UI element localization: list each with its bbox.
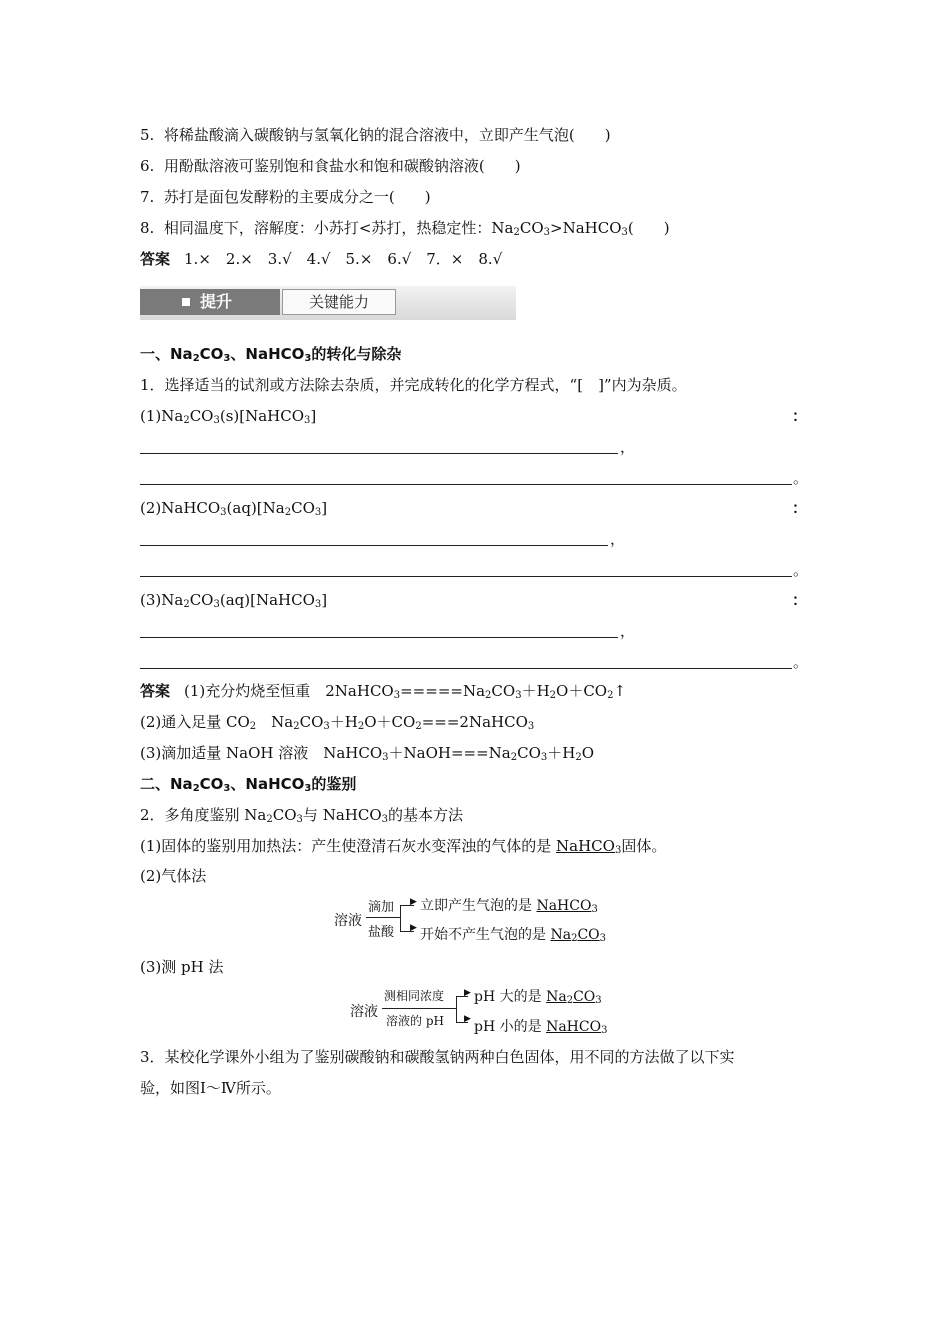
answer-2-line-2: (2)通入足量 $CO_2$ $Na_2CO_3+H_2O+CO_2===2NaHCO_3$ xyxy=(140,713,535,732)
answer-blank[interactable] xyxy=(140,668,792,669)
sub-question-1: $(1)Na_2CO_3(s)[NaHCO_3]$ xyxy=(140,407,317,426)
diagram-condition-top: 测相同浓度 xyxy=(384,989,445,1003)
arrow-right-icon: ▶ xyxy=(464,988,471,998)
item-6: 6. 用酚酞溶液可鉴别饱和食盐水和饱和碳酸钠溶液( ) xyxy=(140,157,521,175)
question-3-line-1: 3．某校化学课外小组为了鉴别碳酸钠和碳酸氢钠两种白色固体，用不同的方法做了以下实 xyxy=(140,1048,735,1066)
diagram-condition-bottom: 溶液的 pH xyxy=(386,1014,444,1028)
comma: ， xyxy=(620,622,636,640)
method-2: (2)气体法 xyxy=(140,867,207,885)
condition-bar xyxy=(366,917,400,918)
answer-blank[interactable] xyxy=(140,545,608,546)
gas-method-diagram xyxy=(334,893,624,949)
colon: ： xyxy=(792,499,808,517)
branch-line xyxy=(456,996,457,1022)
period: 。 xyxy=(793,653,809,671)
item-7: 7. 苏打是面包发酵粉的主要成分之一( ) xyxy=(140,188,431,206)
diagram-outcome-2: 开始不产生气泡的是 $Na_2CO_3$ xyxy=(420,927,607,944)
answer-1: 答案 1.× 2.× 3.√ 4.√ 5.× 6.√ 7．× 8.√ xyxy=(140,250,503,268)
arrow-right-icon: ▶ xyxy=(410,897,417,907)
answer-blank[interactable] xyxy=(140,576,792,577)
question-3-line-2: 验，如图Ⅰ～Ⅳ所示。 xyxy=(140,1079,281,1097)
item-5: 5. 将稀盐酸滴入碳酸钠与氢氧化钠的混合溶液中，立即产生气泡( ) xyxy=(140,126,611,144)
period: 。 xyxy=(793,469,809,487)
answer-2-line-1: 答案 (1)充分灼烧至恒重 $2NaHCO_3=====Na_2CO_3+H_2O+CO_2↑$ xyxy=(140,682,627,701)
colon: ： xyxy=(792,591,808,609)
comma: ， xyxy=(620,438,636,456)
method-3: (3)测 pH 法 xyxy=(140,958,224,976)
answer-blank[interactable] xyxy=(140,637,618,638)
section2-heading: 二、$Na_2CO_3$、NaHCO$_3$的鉴别 xyxy=(140,775,357,794)
diagram-left-label: 溶液 xyxy=(350,1004,378,1020)
question-2: 2．多角度鉴别 $Na_2CO_3$与 NaHCO$_3$的基本方法 xyxy=(140,806,464,825)
answer-2-line-3: (3)滴加适量 NaOH 溶液 $NaHCO_3+NaOH===Na_2CO_3+H_2O$ xyxy=(140,744,595,763)
branch-line xyxy=(400,905,401,931)
section1-heading: 一、$Na_2CO_3$、NaHCO$_3$的转化与除杂 xyxy=(140,345,402,364)
colon: ： xyxy=(792,407,808,425)
condition-bar xyxy=(382,1008,456,1009)
ph-method-diagram xyxy=(350,984,610,1040)
diagram-left-label: 溶液 xyxy=(334,913,362,929)
answer-blank[interactable] xyxy=(140,484,792,485)
diagram-condition-top: 滴加 xyxy=(368,900,395,915)
answer-blank[interactable] xyxy=(140,453,618,454)
period: 。 xyxy=(793,561,809,579)
banner-light-tab: 关键能力 xyxy=(282,289,396,315)
section-banner xyxy=(140,286,516,320)
diagram-condition-bottom: 盐酸 xyxy=(368,925,395,940)
banner-dark-tab: 提升 xyxy=(140,289,280,315)
sub-question-3: $(3)Na_2CO_3(aq)[NaHCO_3]$ xyxy=(140,591,328,610)
diagram-outcome-1: pH 大的是 $Na_2CO_3$ xyxy=(474,989,602,1006)
item-8: 8. 相同温度下，溶解度：小苏打<苏打，热稳定性：$Na_2CO_3>NaHCO_3$( ) xyxy=(140,219,670,238)
sub-question-2: $(2)NaHCO_3(aq)[Na_2CO_3]$ xyxy=(140,499,328,518)
diagram-outcome-2: pH 小的是 NaHCO$_3$ xyxy=(474,1019,608,1036)
square-icon xyxy=(182,298,190,306)
diagram-outcome-1: 立即产生气泡的是 NaHCO$_3$ xyxy=(420,898,598,915)
comma: ， xyxy=(610,530,626,548)
method-1: (1)固体的鉴别用加热法：产生使澄清石灰水变浑浊的气体的是 NaHCO$_3$固体。 xyxy=(140,837,667,856)
question-1: 1．选择适当的试剂或方法除去杂质，并完成转化的化学方程式，“[ ]”内为杂质。 xyxy=(140,376,687,394)
arrow-right-icon: ▶ xyxy=(410,923,417,933)
arrow-right-icon: ▶ xyxy=(464,1014,471,1024)
